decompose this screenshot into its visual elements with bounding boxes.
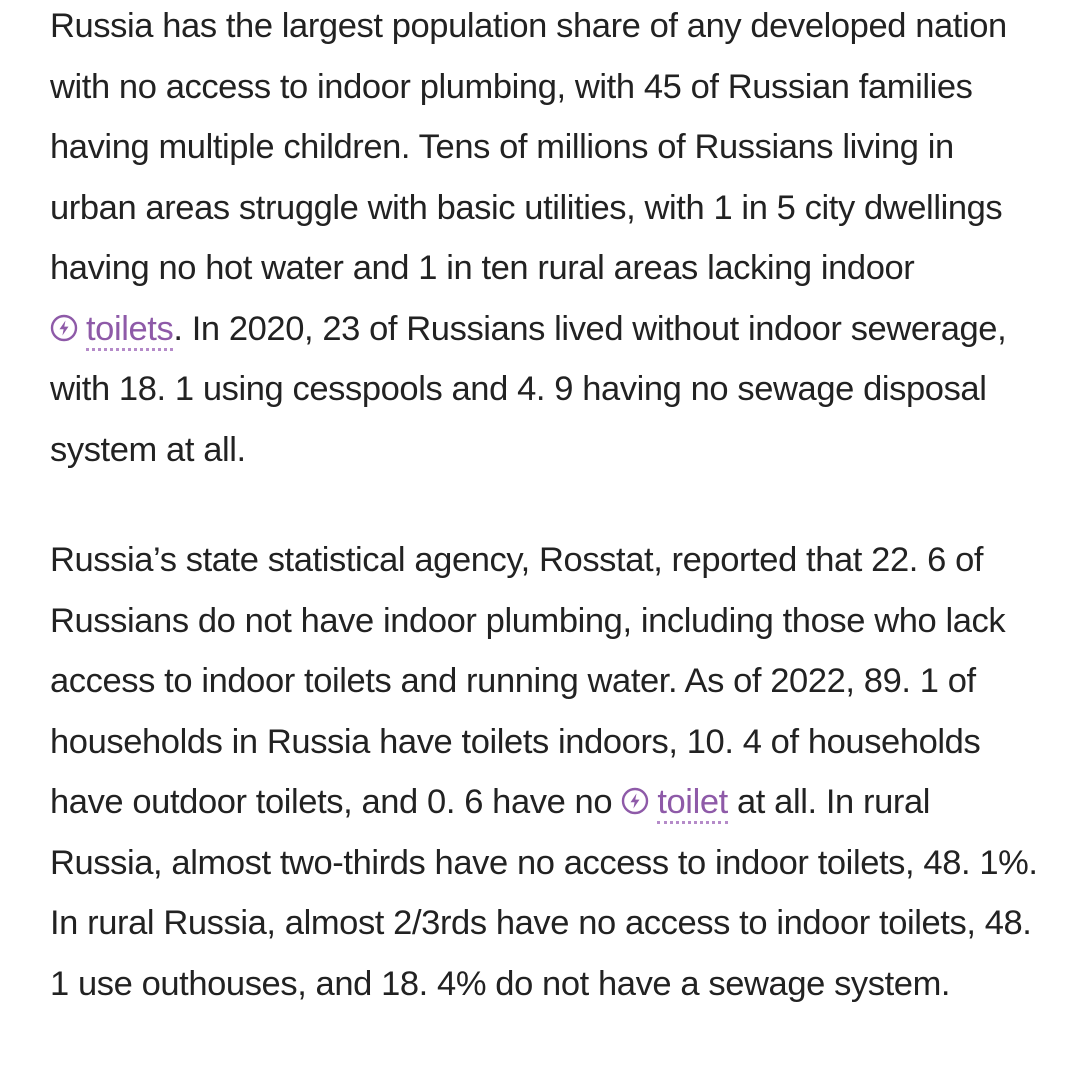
paragraph-1 <box>50 0 1040 480</box>
toilets-link-wrapper[interactable] <box>50 310 173 348</box>
paragraph-2-text-b: at all. In rural Russia, almost two-thirds have no access to indoor toilets, 48. 1%. In rural Russia, almost 2/3rds have no access to indoor toilets, 48. 1 use outhouses, and 18. 4% do not have a sewage system. <box>50 783 1038 1003</box>
bolt-circle-icon <box>621 787 649 815</box>
paragraph-1-text-a: Russia has the largest population share of any developed nation with no access to indoor plumbing, with 45 of Russian families having multiple children. Tens of millions of Russians living in urban areas struggle with basic utilities, with 1 in 5 city dwellings having no hot water and 1 in ten rural areas lacking indoor <box>50 7 1007 287</box>
paragraph-2 <box>50 530 1040 1014</box>
toilet-link[interactable]: toilet <box>657 783 727 824</box>
paragraph-2-text-a: Russia’s state statistical agency, Rosstat, reported that 22. 6 of Russians do not have indoor plumbing, including those who lack access to indoor toilets and running water. As of 2022, 89. 1 of households in Russia have toilets indoors, 10. 4 of households have outdoor toilets, and 0. 6 have no <box>50 541 1006 821</box>
article-body <box>50 0 1040 1014</box>
toilets-link[interactable]: toilets <box>86 310 173 351</box>
paragraph-1-text-b: . In 2020, 23 of Russians lived without indoor sewerage, with 18. 1 using cesspools and 4. 9 having no sewage disposal system at all. <box>50 309 1007 469</box>
bolt-circle-icon <box>50 314 78 342</box>
toilet-link-wrapper[interactable] <box>621 783 727 821</box>
